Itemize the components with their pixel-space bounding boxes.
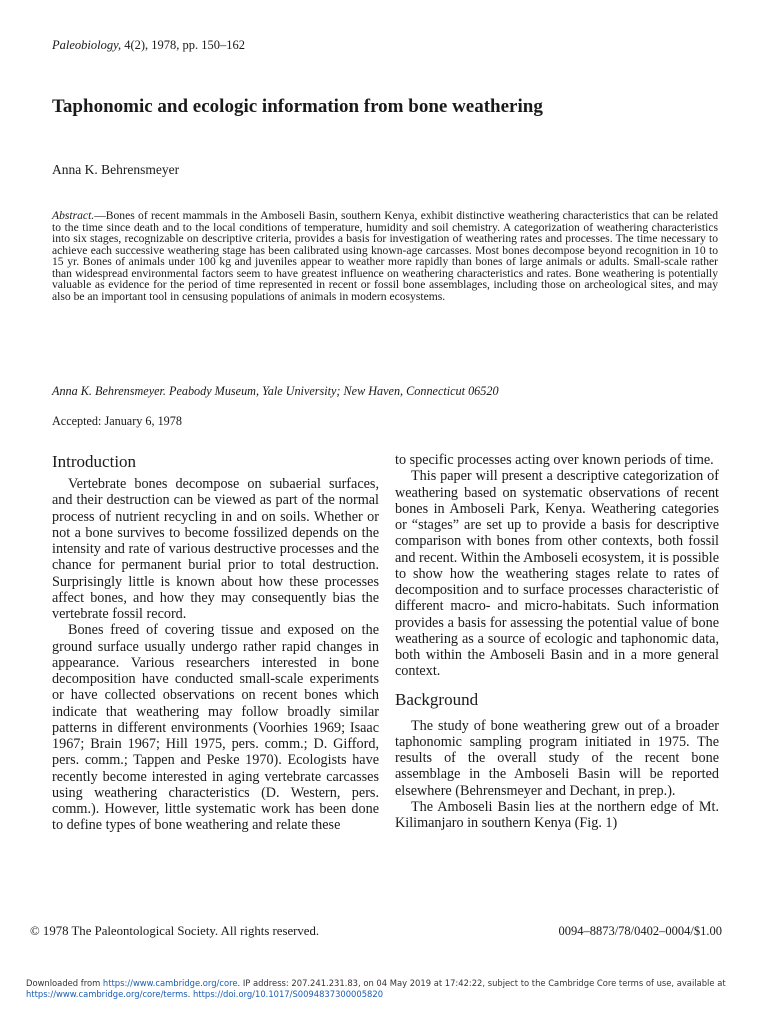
volume-issue: 4(2), [124, 38, 149, 52]
download-text-3: . [187, 989, 193, 999]
year-pages: 1978, pp. 150–162 [151, 38, 246, 52]
terms-link[interactable]: https://www.cambridge.org/core/terms [26, 989, 188, 999]
download-text-1: Downloaded from [26, 978, 103, 988]
author-affiliation: Anna K. Behrensmeyer. Peabody Museum, Yale University; New Haven, Connecticut 06520 [52, 384, 499, 398]
accepted-date: Accepted: January 6, 1978 [52, 414, 182, 428]
intro-paragraph-1: Vertebrate bones decompose on subaerial surfaces, and their destruction can be viewed as part of the normal process of nutrient recycling in and on soils. Whether or not a bone survives to become fossilized depends on the intensity and rate of various destructive processes and the chance for permanent burial prior to total destruction. Surprisingly little is known about how these processes affect bones, and how they may consequently bias the vertebrate fossil record. [52, 476, 379, 622]
intro-paragraph-2: Bones freed of covering tissue and exposed on the ground surface usually undergo rather rapid changes in appearance. Various researchers interested in bone decomposition have conducted small-scale experiments or have collected observations on recent bones which indicate that weathering may follow broadly similar patterns in different environments (Voorhies 1969; Isaac 1967; Brain 1967; Hill 1975, pers. comm.; D. Gifford, pers. comm.; Tappen and Peske 1970). Ecologists have recently become interested in aging vertebrate carcasses using weathering characteristics (D. Western, pers. comm.). However, little systematic work has been done to define types of bone weathering and relate these [52, 622, 379, 834]
download-text-2: . IP address: 207.241.231.83, on 04 May 2019 at 17:42:22, subject to the Cambridge Core terms of use, available at [237, 978, 726, 988]
journal-name: Paleobiology, [52, 38, 122, 52]
copyright-notice: © 1978 The Paleontological Society. All rights reserved. [30, 924, 320, 938]
background-paragraph-1: The study of bone weathering grew out of a broader taphonomic sampling program initiated in 1975. The results of the overall study of the recent bone assemblage in the Amboseli Basin will be reported elsewhere (Behrensmeyer and Dechant, in prep.). [395, 717, 719, 799]
abstract [52, 210, 718, 302]
author-name: Anna K. Behrensmeyer [52, 162, 180, 177]
download-notice [26, 978, 754, 1000]
background-heading: Background [395, 689, 479, 709]
abstract-text: —Bones of recent mammals in the Amboseli Basin, southern Kenya, exhibit distinctive weathering characteristics that can be related to the time since death and to the local conditions of temperature, humidity and soil chemistry. A categorization of weathering characteristics into six stages, recognizable on descriptive criteria, provides a basis for investigation of weathering rates and processes. The time necessary to achieve each successive weathering stage has been calibrated using known-age carcasses. Most bones decompose beyond recognition in 10 to 15 yr. Bones of animals under 100 kg and juveniles appear to weather more rapidly than bones of large animals or adults. Small-scale rather than widespread environmental factors seem to have greatest influence on weathering characteristics and rates. Bone weathering is potentially valuable as evidence for the period of time represented in recent or fossil bone assemblages, including those on archeological sites, and may also be an important tool in censusing populations of animals in modern ecosystems. [52, 209, 718, 303]
article-title: Taphonomic and ecologic information from bone weathering [52, 96, 543, 117]
intro-paragraph-2-continued: to specific processes acting over known periods of time. [395, 452, 714, 468]
core-link[interactable]: https://www.cambridge.org/core [102, 978, 238, 988]
journal-citation [52, 38, 245, 53]
right-column [395, 452, 719, 831]
doi-link[interactable]: https://doi.org/10.1017/S0094837300005820 [193, 989, 384, 999]
left-column [52, 452, 379, 834]
article-code: 0094–8873/78/0402–0004/$1.00 [558, 924, 722, 938]
introduction-heading: Introduction [52, 452, 137, 471]
background-paragraph-2: The Amboseli Basin lies at the northern edge of Mt. Kilimanjaro in southern Kenya (Fig. 1) [395, 798, 719, 831]
abstract-label: Abstract. [52, 209, 95, 222]
intro-paragraph-3: This paper will present a descriptive categorization of weathering based on systematic observations of recent bones in Amboseli Park, Kenya. Weathering categories or “stages” are set up to provide a basis for descriptive comparison with bones from other contexts, both fossil and recent. Within the Amboseli ecosystem, it is possible to show how the weathering stages relate to rates of decomposition and to surface processes characteristic of different macro- and micro-habitats. Such information provides a basis for assessing the potential value of bone weathering as a source of ecologic and taphonomic data, both within the Amboseli Basin and in a more general context. [395, 468, 719, 680]
